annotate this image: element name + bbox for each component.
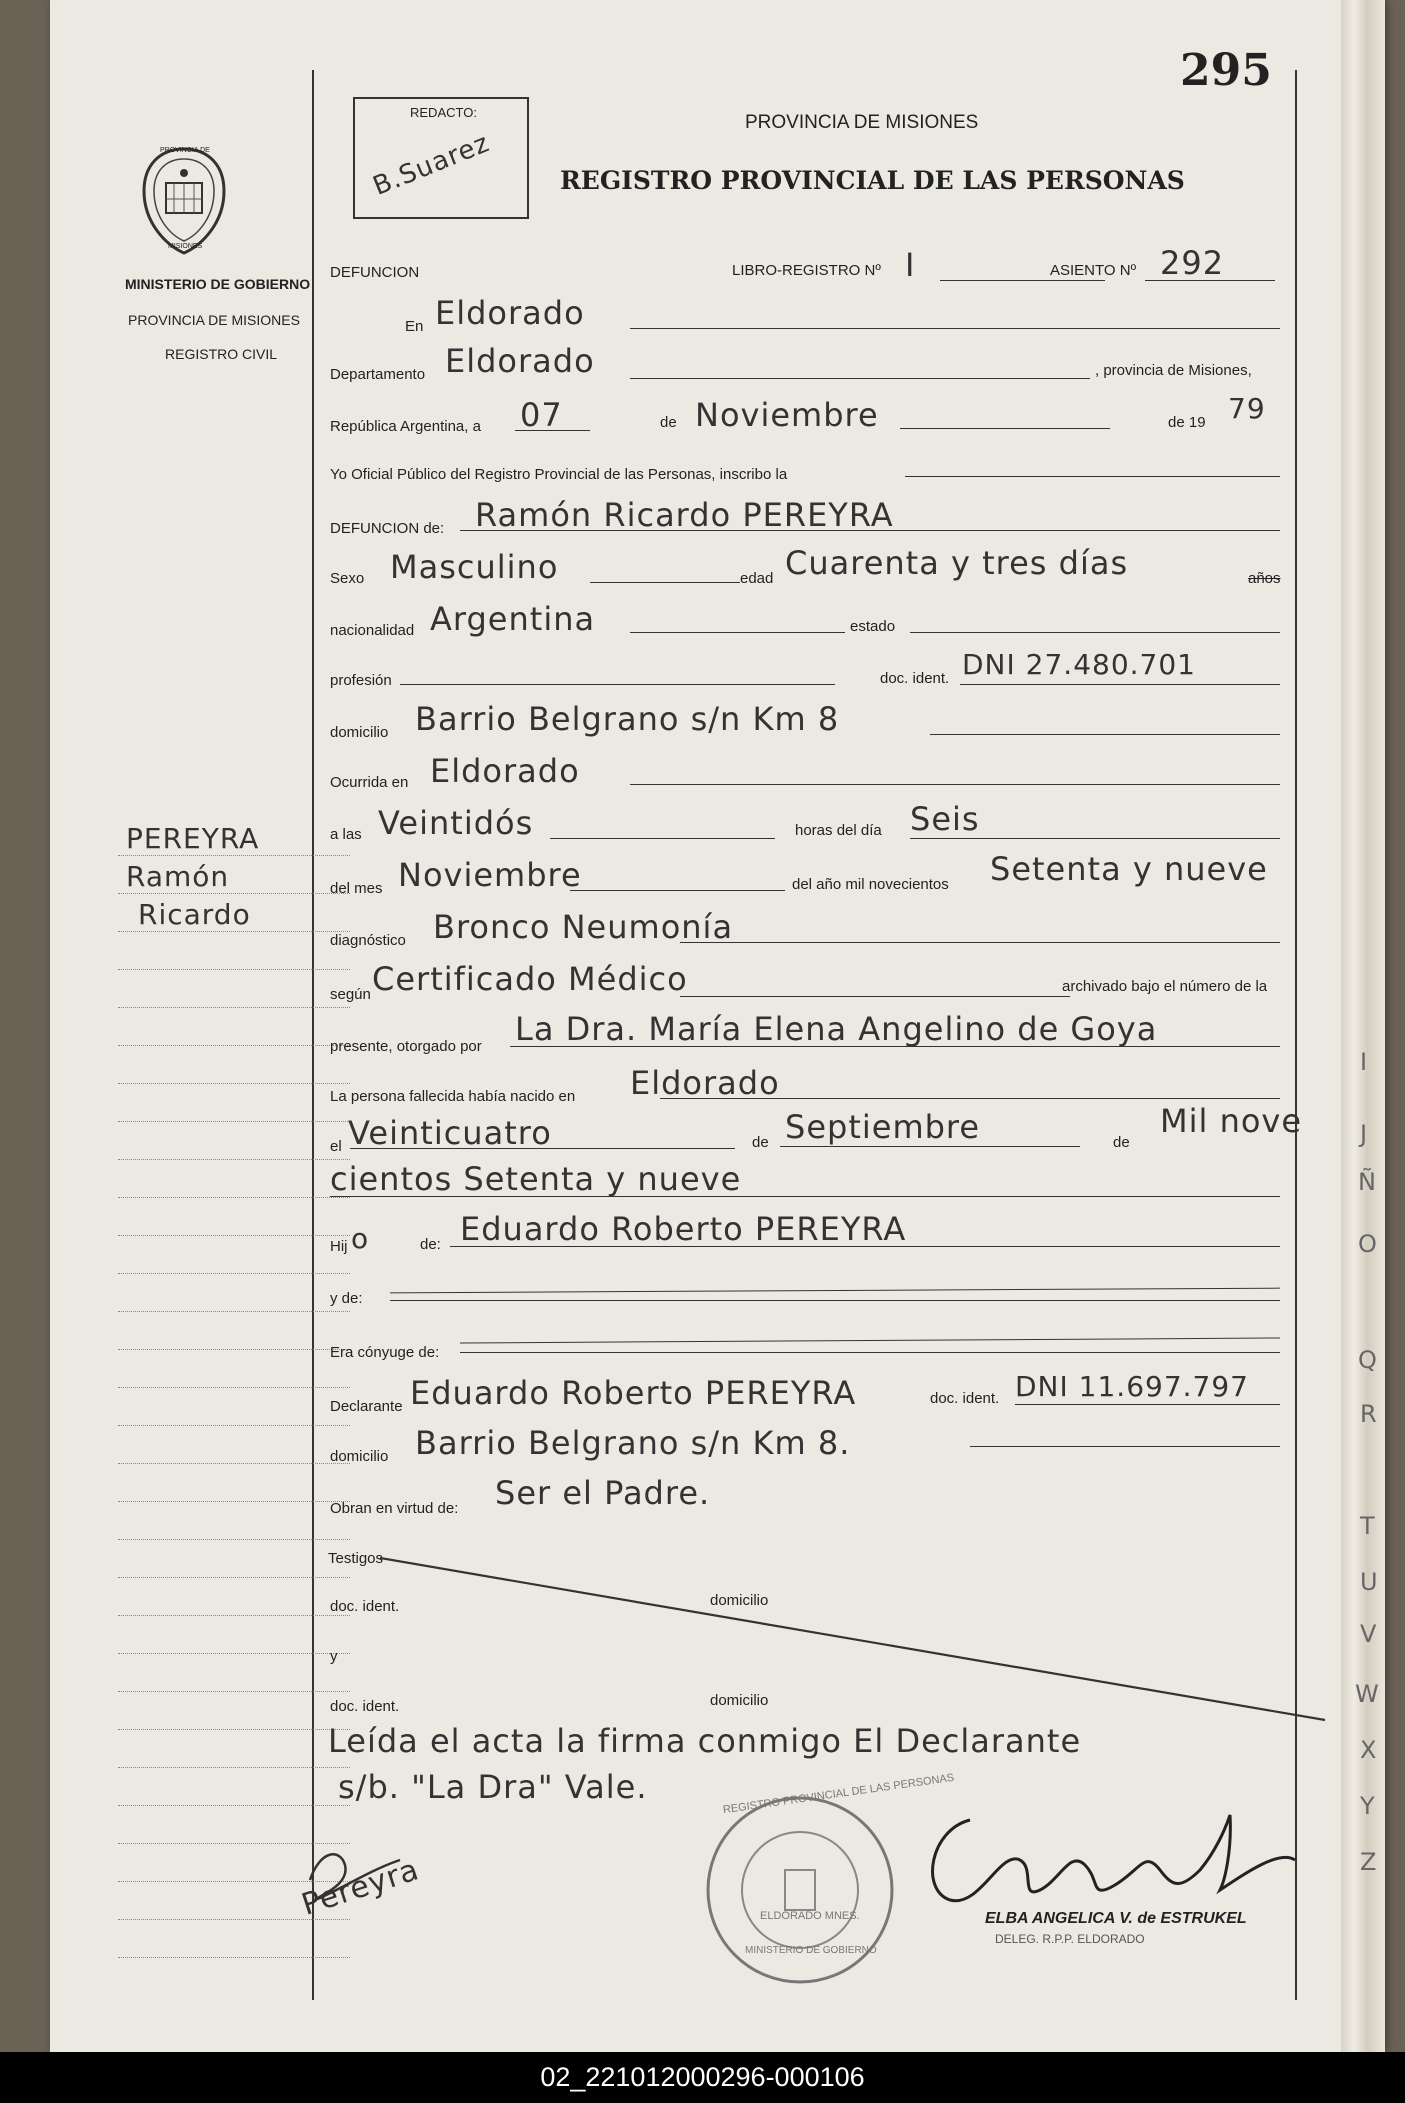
declarant-signature: Pereyra (297, 1852, 424, 1923)
nacionalidad-label: nacionalidad (330, 622, 415, 639)
ocurrida-label: Ocurrida en (330, 774, 409, 791)
del-mes-value: Noviembre (398, 856, 582, 894)
en-label: En (405, 318, 424, 335)
ministry-title: MINISTERIO DE GOBIERNO (125, 276, 311, 292)
register-page (50, 0, 1385, 2052)
header-province: PROVINCIA DE MISIONES (745, 112, 979, 133)
margin-surname: PEREYRA (126, 822, 260, 855)
type-label: DEFUNCION (330, 264, 420, 281)
index-letter: Y (1360, 1792, 1375, 1820)
index-letter: I (1360, 1048, 1368, 1076)
decl-domicilio-value: Barrio Belgrano s/n Km 8. (415, 1424, 851, 1462)
birth-year-continuation: cientos Setenta y nueve (330, 1160, 742, 1198)
redacto-label: REDACTO: (410, 105, 477, 120)
de2-label: de (752, 1134, 769, 1151)
witness2-doc-label: doc. ident. (330, 1698, 400, 1715)
defuncion-de-label: DEFUNCION de: (330, 520, 445, 537)
index-letter: X (1360, 1736, 1377, 1764)
page-number: 295 (1180, 45, 1272, 96)
en-value: Eldorado (435, 294, 585, 332)
form-left-rule (312, 70, 314, 2000)
de3-label: de (1113, 1134, 1130, 1151)
conyuge-label: Era cónyuge de: (330, 1344, 440, 1361)
diagnostico-label: diagnóstico (330, 932, 406, 949)
redacto-value: B.Suarez (368, 128, 494, 202)
margin-first-name: Ramón (126, 860, 230, 893)
registry-round-stamp (700, 1790, 900, 1990)
index-letter: Ñ (1358, 1168, 1376, 1196)
witness1-doc-label: doc. ident. (330, 1598, 400, 1615)
testigos-label: Testigos (328, 1550, 384, 1567)
hijo-de-value: Eduardo Roberto PEREYRA (460, 1210, 907, 1248)
republica-label: República Argentina, a (330, 418, 481, 435)
presente-label: presente, otorgado por (330, 1038, 482, 1055)
de19-label: de 19 (1168, 414, 1206, 431)
declarante-value: Eduardo Roberto PEREYRA (410, 1374, 857, 1412)
margin-second-name: Ricardo (138, 898, 251, 931)
departamento-label: Departamento (330, 366, 426, 383)
el-value: Veinticuatro (348, 1114, 552, 1152)
hijo-suffix: o (351, 1222, 370, 1255)
domicilio-value: Barrio Belgrano s/n Km 8 (415, 700, 840, 738)
decl-domicilio-label: domicilio (330, 1448, 389, 1465)
nacionalidad-value: Argentina (430, 600, 596, 638)
decl-doc-label: doc. ident. (930, 1390, 1000, 1407)
seal-caption-bottom: MISIONES (168, 243, 203, 250)
index-letter: W (1355, 1680, 1379, 1708)
edad-label: edad (740, 570, 774, 587)
libro-value: I (905, 246, 916, 284)
defuncion-de-value: Ramón Ricardo PEREYRA (475, 496, 894, 534)
index-letter: O (1358, 1230, 1377, 1258)
declarante-label: Declarante (330, 1398, 403, 1415)
doc-ident-value: DNI 27.480.701 (962, 648, 1196, 681)
profesion-label: profesión (330, 672, 392, 689)
witness1-domicilio-label: domicilio (710, 1592, 769, 1609)
nacido-value: Eldorado (630, 1064, 780, 1102)
index-letter: Q (1358, 1346, 1377, 1374)
el-label: el (330, 1138, 342, 1155)
index-letter: Z (1360, 1848, 1377, 1876)
de-label: de (660, 414, 677, 431)
archivado-label: archivado bajo el número de la (1062, 978, 1268, 995)
seal-caption-top: PROVINCIA DE (160, 147, 210, 154)
hijo-de-label: de: (420, 1236, 441, 1253)
closing-line-2: s/b. "La Dra" Vale. (338, 1768, 648, 1806)
ocurrida-value: Eldorado (430, 752, 580, 790)
index-letter: U (1360, 1568, 1378, 1596)
ministry-province: PROVINCIA DE MISIONES (128, 312, 300, 328)
obran-value: Ser el Padre. (495, 1474, 711, 1512)
a-las-label: a las (330, 826, 362, 843)
nacido-label: La persona fallecida había nacido en (330, 1088, 576, 1105)
official-name: ELBA ANGELICA V. de ESTRUKEL (985, 1910, 1247, 1927)
official-title: DELEG. R.P.P. ELDORADO (995, 1932, 1145, 1946)
diagnostico-value: Bronco Neumonía (433, 908, 734, 946)
official-signature (910, 1790, 1300, 1930)
witness-strikeout-line (380, 1550, 1330, 1730)
departamento-value: Eldorado (445, 342, 595, 380)
header-registry: REGISTRO PROVINCIAL DE LAS PERSONAS (560, 166, 1185, 195)
sexo-label: Sexo (330, 570, 365, 587)
day-value: 07 (520, 396, 563, 434)
province-seal-icon (130, 145, 238, 257)
anos-label: años (1248, 570, 1281, 587)
oficial-text: Yo Oficial Público del Registro Provincial de las Personas, inscribo la (330, 466, 788, 483)
a-las-value: Veintidós (378, 804, 534, 842)
del-mes-label: del mes (330, 880, 383, 897)
declarant-signature-flourish (300, 1840, 410, 1910)
provincia-label: , provincia de Misiones, (1095, 362, 1252, 379)
edad-value: Cuarenta y tres días (785, 544, 1129, 582)
horas-label: horas del día (795, 822, 882, 839)
y-de-label: y de: (330, 1290, 363, 1307)
witness-y-label: y (330, 1648, 338, 1665)
closing-line-1: Leída el acta la firma conmigo El Declarante (328, 1722, 1082, 1760)
libro-label: LIBRO-REGISTRO Nº (732, 262, 881, 279)
segun-label: según (330, 986, 371, 1003)
asiento-label: ASIENTO Nº (1050, 262, 1137, 279)
index-letter: J (1360, 1120, 1368, 1148)
index-letter: T (1360, 1512, 1375, 1540)
stamp-outer-text: REGISTRO PROVINCIAL DE LAS PERSONAS (722, 1771, 955, 1817)
horas-value: Seis (910, 800, 980, 838)
hijo-label: Hij (330, 1238, 348, 1255)
index-letter: V (1360, 1620, 1377, 1648)
asiento-value: 292 (1160, 244, 1225, 282)
obran-label: Obran en virtud de: (330, 1500, 459, 1517)
segun-value: Certificado Médico (372, 960, 688, 998)
stamp-inner-text: ELDORADO MNES. (760, 1910, 860, 1922)
estado-label: estado (850, 618, 896, 635)
del-ano-value: Setenta y nueve (990, 850, 1268, 888)
de3-value: Mil nove (1160, 1102, 1303, 1140)
stamp-bottom-text: MINISTERIO DE GOBIERNO (745, 1945, 877, 1956)
index-letter: R (1360, 1400, 1377, 1428)
domicilio-label: domicilio (330, 724, 389, 741)
doc-ident-label: doc. ident. (880, 670, 950, 687)
del-ano-label: del año mil novecientos (792, 876, 949, 893)
year-value: 79 (1228, 392, 1266, 425)
de2-value: Septiembre (785, 1108, 981, 1146)
decl-doc-value: DNI 11.697.797 (1015, 1370, 1249, 1403)
witness2-domicilio-label: domicilio (710, 1692, 769, 1709)
scan-id-footer: 02_221012000296-000106 (0, 2052, 1405, 2103)
ministry-civil-registry: REGISTRO CIVIL (165, 346, 278, 362)
month-value: Noviembre (695, 396, 879, 434)
presente-value: La Dra. María Elena Angelino de Goya (515, 1010, 1158, 1048)
sexo-value: Masculino (390, 548, 559, 586)
